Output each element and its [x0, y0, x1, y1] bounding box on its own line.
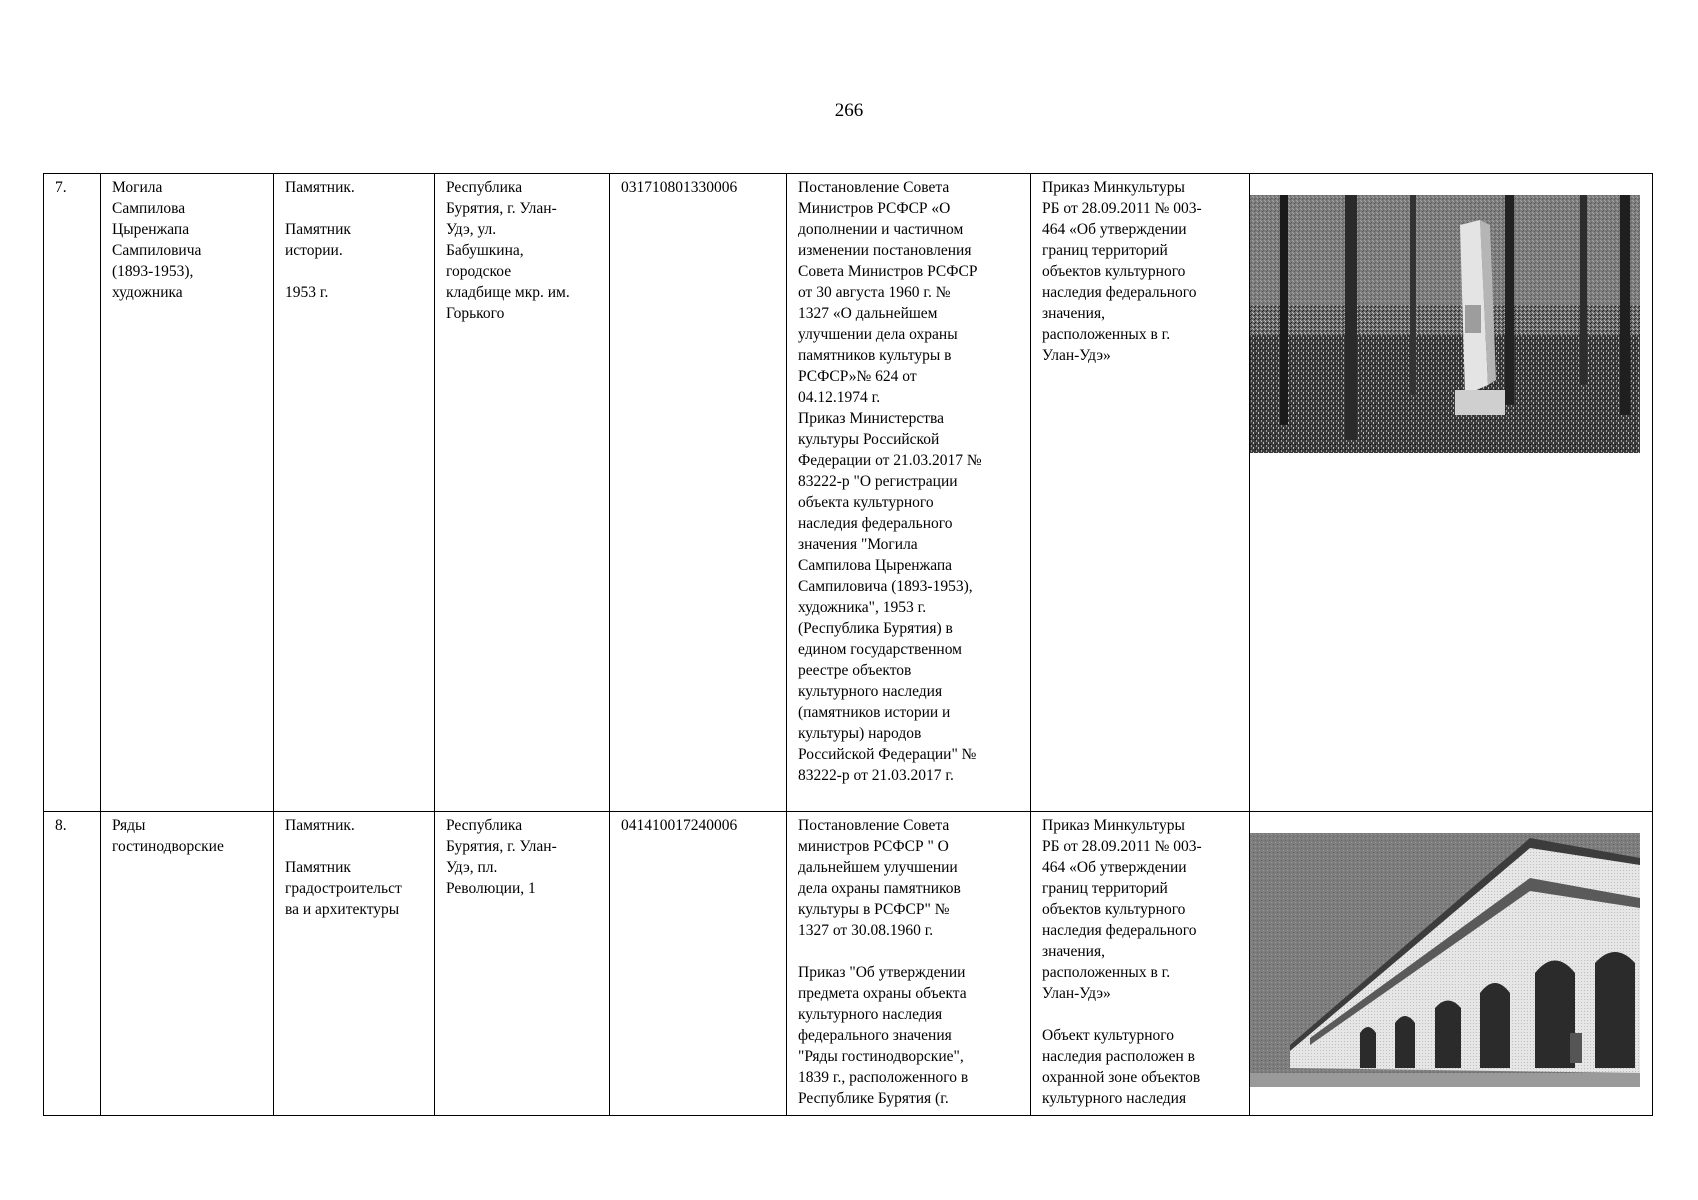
protection-decision: Постановление Совета Министров РСФСР «О дополнении и частичном изменении постановления Совета Министров РСФСР от 30 августа 1960 г. № 1327 «О дальнейшем улучшении дела охраны памятников культуры в РСФСР»№ 624 от 04.12.1974 г. Приказ Министерства культуры Российской Федерации от 21.03.2017 № 83222-р "О регистрации объекта культурного наследия федерального значения "Могила Сампилова Цыренжапа Сампиловича (1893-1953), художника", 1953 г. (Республика Бурятия) в едином государственном реестре объектов культурного наследия (памятников истории и культуры) народов Российской Федерации" № 83222-р от 21.03.2017 г. — [787, 174, 1031, 812]
territory-boundaries: Приказ Минкультуры РБ от 28.09.2011 № 003- 464 «Об утверждении границ территорий объектов культурного наследия федерального значения, расположенных в г. Улан-Удэ» — [1031, 174, 1250, 812]
heritage-registry-table — [43, 173, 1653, 1116]
table-row — [44, 174, 1653, 812]
object-name: Ряды гостинодворские — [101, 812, 274, 1116]
page-number: 266 — [834, 100, 864, 121]
photo-cell — [1250, 174, 1653, 812]
object-type: Памятник. Памятник истории. 1953 г. — [274, 174, 435, 812]
registration-number: 041410017240006 — [610, 812, 787, 1116]
object-address: Республика Бурятия, г. Улан- Удэ, ул. Бабушкина, городское кладбище мкр. им. Горького — [435, 174, 610, 812]
row-number: 7. — [44, 174, 101, 812]
territory-boundaries-text: Приказ Минкультуры РБ от 28.09.2011 № 003- 464 «Об утверждении границ территорий объектов культурного наследия федерального значения, расположенных в г. Улан-Удэ» Объект культурного наследия расположен в охранной зоне объектов культурного наследия — [1042, 817, 1202, 1107]
grave-monument-photo — [1250, 195, 1640, 453]
photo-cell — [1250, 812, 1653, 1116]
protection-decision-text: Постановление Совета министров РСФСР " О дальнейшем улучшении дела охраны памятников культуры в РСФСР" № 1327 от 30.08.1960 г. Приказ "Об утверждении предмета охраны объекта культурного наследия федерального значения "Ряды гостинодворские", 1839 г., расположенного в Республике Бурятия (г. — [798, 817, 969, 1107]
object-name: Могила Сампилова Цыренжапа Сампиловича (1893-1953), художника — [101, 174, 274, 812]
object-type: Памятник. Памятник градостроительст ва и архитектуры — [274, 812, 435, 1116]
trading-rows-building-photo — [1250, 833, 1640, 1087]
object-address: Республика Бурятия, г. Улан- Удэ, пл. Революции, 1 — [435, 812, 610, 1116]
territory-boundaries — [1031, 812, 1250, 1116]
table-row — [44, 812, 1653, 1116]
protection-decision — [787, 812, 1031, 1116]
row-number: 8. — [44, 812, 101, 1116]
registration-number: 031710801330006 — [610, 174, 787, 812]
